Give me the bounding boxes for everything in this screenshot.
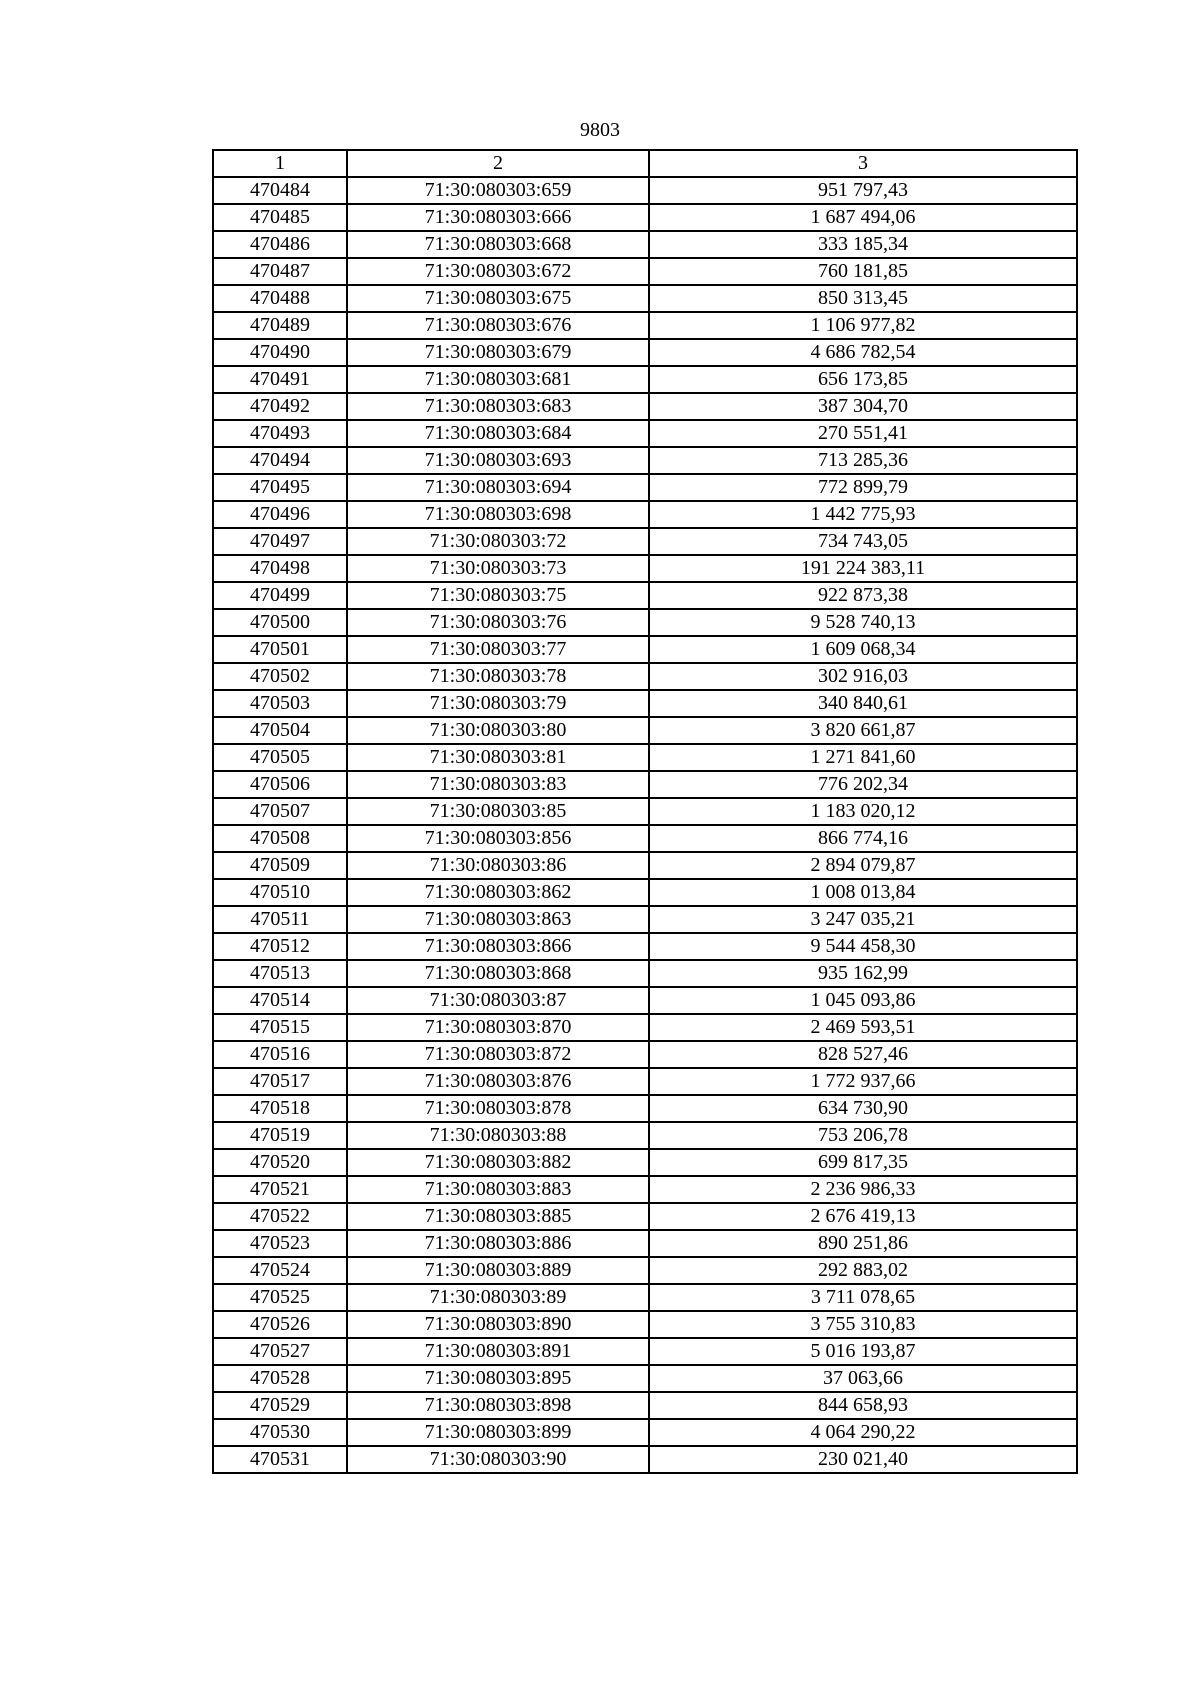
- table-row: [213, 555, 1077, 582]
- table-row: [213, 204, 1077, 231]
- table-row: [213, 312, 1077, 339]
- cadastral-number-cell: 71:30:080303:899: [347, 1419, 649, 1446]
- table-row: [213, 258, 1077, 285]
- value-cell: 37 063,66: [649, 1365, 1077, 1392]
- row-number-cell: 470506: [213, 771, 347, 798]
- row-number-cell: 470528: [213, 1365, 347, 1392]
- table-row: [213, 1203, 1077, 1230]
- value-cell: 699 817,35: [649, 1149, 1077, 1176]
- table-row: [213, 798, 1077, 825]
- value-cell: 1 442 775,93: [649, 501, 1077, 528]
- value-cell: 890 251,86: [649, 1230, 1077, 1257]
- cadastral-number-cell: 71:30:080303:672: [347, 258, 649, 285]
- cadastral-number-cell: 71:30:080303:89: [347, 1284, 649, 1311]
- row-number-cell: 470521: [213, 1176, 347, 1203]
- cadastral-number-cell: 71:30:080303:88: [347, 1122, 649, 1149]
- value-cell: 1 271 841,60: [649, 744, 1077, 771]
- row-number-cell: 470493: [213, 420, 347, 447]
- cadastral-number-cell: 71:30:080303:885: [347, 1203, 649, 1230]
- table-row: [213, 1014, 1077, 1041]
- cadastral-number-cell: 71:30:080303:863: [347, 906, 649, 933]
- value-cell: 270 551,41: [649, 420, 1077, 447]
- value-cell: 302 916,03: [649, 663, 1077, 690]
- row-number-cell: 470497: [213, 528, 347, 555]
- row-number-cell: 470524: [213, 1257, 347, 1284]
- row-number-cell: 470499: [213, 582, 347, 609]
- value-cell: 656 173,85: [649, 366, 1077, 393]
- value-cell: 1 687 494,06: [649, 204, 1077, 231]
- table-row: [213, 447, 1077, 474]
- table-row: [213, 528, 1077, 555]
- row-number-cell: 470485: [213, 204, 347, 231]
- cadastral-number-cell: 71:30:080303:73: [347, 555, 649, 582]
- table-row: [213, 1149, 1077, 1176]
- cadastral-number-cell: 71:30:080303:81: [347, 744, 649, 771]
- row-number-cell: 470515: [213, 1014, 347, 1041]
- cadastral-number-cell: 71:30:080303:90: [347, 1446, 649, 1473]
- table-row: [213, 366, 1077, 393]
- table-row: [213, 879, 1077, 906]
- table-row: [213, 1041, 1077, 1068]
- value-cell: 1 008 013,84: [649, 879, 1077, 906]
- table-row: [213, 906, 1077, 933]
- value-cell: 772 899,79: [649, 474, 1077, 501]
- table-row: [213, 1392, 1077, 1419]
- table-row: [213, 1176, 1077, 1203]
- row-number-cell: 470526: [213, 1311, 347, 1338]
- row-number-cell: 470510: [213, 879, 347, 906]
- row-number-cell: 470519: [213, 1122, 347, 1149]
- value-cell: 230 021,40: [649, 1446, 1077, 1473]
- value-cell: 734 743,05: [649, 528, 1077, 555]
- row-number-cell: 470495: [213, 474, 347, 501]
- value-cell: 2 894 079,87: [649, 852, 1077, 879]
- row-number-cell: 470498: [213, 555, 347, 582]
- value-cell: 3 711 078,65: [649, 1284, 1077, 1311]
- table-row: [213, 609, 1077, 636]
- row-number-cell: 470508: [213, 825, 347, 852]
- table-row: [213, 717, 1077, 744]
- cadastral-number-cell: 71:30:080303:883: [347, 1176, 649, 1203]
- cadastral-number-cell: 71:30:080303:72: [347, 528, 649, 555]
- value-cell: 850 313,45: [649, 285, 1077, 312]
- column-header-3: 3: [649, 150, 1077, 177]
- value-cell: 1 106 977,82: [649, 312, 1077, 339]
- value-cell: 292 883,02: [649, 1257, 1077, 1284]
- row-number-cell: 470523: [213, 1230, 347, 1257]
- table-row: [213, 960, 1077, 987]
- cadastral-number-cell: 71:30:080303:83: [347, 771, 649, 798]
- column-header-1: 1: [213, 150, 347, 177]
- table-row: [213, 1365, 1077, 1392]
- data-table: [212, 149, 1078, 1474]
- row-number-cell: 470488: [213, 285, 347, 312]
- table-row: [213, 690, 1077, 717]
- value-cell: 634 730,90: [649, 1095, 1077, 1122]
- value-cell: 3 755 310,83: [649, 1311, 1077, 1338]
- table-row: [213, 636, 1077, 663]
- table-row: [213, 1257, 1077, 1284]
- row-number-cell: 470487: [213, 258, 347, 285]
- table-row: [213, 1419, 1077, 1446]
- row-number-cell: 470490: [213, 339, 347, 366]
- cadastral-number-cell: 71:30:080303:659: [347, 177, 649, 204]
- row-number-cell: 470496: [213, 501, 347, 528]
- value-cell: 1 609 068,34: [649, 636, 1077, 663]
- row-number-cell: 470503: [213, 690, 347, 717]
- table-header-row: [213, 150, 1077, 177]
- value-cell: 1 045 093,86: [649, 987, 1077, 1014]
- row-number-cell: 470484: [213, 177, 347, 204]
- value-cell: 844 658,93: [649, 1392, 1077, 1419]
- table-row: [213, 1311, 1077, 1338]
- row-number-cell: 470520: [213, 1149, 347, 1176]
- value-cell: 935 162,99: [649, 960, 1077, 987]
- value-cell: 922 873,38: [649, 582, 1077, 609]
- table-row: [213, 1068, 1077, 1095]
- table-row: [213, 1338, 1077, 1365]
- table-row: [213, 1230, 1077, 1257]
- cadastral-number-cell: 71:30:080303:683: [347, 393, 649, 420]
- row-number-cell: 470517: [213, 1068, 347, 1095]
- table-row: [213, 1095, 1077, 1122]
- table-row: [213, 771, 1077, 798]
- cadastral-number-cell: 71:30:080303:876: [347, 1068, 649, 1095]
- table-row: [213, 825, 1077, 852]
- cadastral-number-cell: 71:30:080303:85: [347, 798, 649, 825]
- row-number-cell: 470501: [213, 636, 347, 663]
- value-cell: 4 064 290,22: [649, 1419, 1077, 1446]
- table-row: [213, 933, 1077, 960]
- row-number-cell: 470507: [213, 798, 347, 825]
- value-cell: 9 528 740,13: [649, 609, 1077, 636]
- row-number-cell: 470514: [213, 987, 347, 1014]
- value-cell: 387 304,70: [649, 393, 1077, 420]
- table-row: [213, 501, 1077, 528]
- table-row: [213, 420, 1077, 447]
- row-number-cell: 470509: [213, 852, 347, 879]
- page-number: 9803: [580, 119, 620, 141]
- table-row: [213, 744, 1077, 771]
- value-cell: 4 686 782,54: [649, 339, 1077, 366]
- row-number-cell: 470511: [213, 906, 347, 933]
- value-cell: 866 774,16: [649, 825, 1077, 852]
- row-number-cell: 470491: [213, 366, 347, 393]
- cadastral-number-cell: 71:30:080303:693: [347, 447, 649, 474]
- table-row: [213, 582, 1077, 609]
- row-number-cell: 470527: [213, 1338, 347, 1365]
- cadastral-number-cell: 71:30:080303:86: [347, 852, 649, 879]
- table-row: [213, 1446, 1077, 1473]
- row-number-cell: 470500: [213, 609, 347, 636]
- row-number-cell: 470522: [213, 1203, 347, 1230]
- cadastral-number-cell: 71:30:080303:80: [347, 717, 649, 744]
- table-row: [213, 339, 1077, 366]
- row-number-cell: 470529: [213, 1392, 347, 1419]
- cadastral-number-cell: 71:30:080303:681: [347, 366, 649, 393]
- row-number-cell: 470504: [213, 717, 347, 744]
- row-number-cell: 470505: [213, 744, 347, 771]
- table-body: [213, 177, 1077, 1473]
- cadastral-number-cell: 71:30:080303:856: [347, 825, 649, 852]
- row-number-cell: 470513: [213, 960, 347, 987]
- row-number-cell: 470489: [213, 312, 347, 339]
- cadastral-number-cell: 71:30:080303:878: [347, 1095, 649, 1122]
- cadastral-number-cell: 71:30:080303:676: [347, 312, 649, 339]
- cadastral-number-cell: 71:30:080303:79: [347, 690, 649, 717]
- cadastral-number-cell: 71:30:080303:679: [347, 339, 649, 366]
- value-cell: 1 183 020,12: [649, 798, 1077, 825]
- value-cell: 2 676 419,13: [649, 1203, 1077, 1230]
- value-cell: 333 185,34: [649, 231, 1077, 258]
- cadastral-number-cell: 71:30:080303:898: [347, 1392, 649, 1419]
- value-cell: 3 247 035,21: [649, 906, 1077, 933]
- row-number-cell: 470492: [213, 393, 347, 420]
- value-cell: 2 236 986,33: [649, 1176, 1077, 1203]
- value-cell: 713 285,36: [649, 447, 1077, 474]
- cadastral-number-cell: 71:30:080303:895: [347, 1365, 649, 1392]
- value-cell: 951 797,43: [649, 177, 1077, 204]
- cadastral-number-cell: 71:30:080303:76: [347, 609, 649, 636]
- value-cell: 760 181,85: [649, 258, 1077, 285]
- value-cell: 753 206,78: [649, 1122, 1077, 1149]
- table-row: [213, 231, 1077, 258]
- value-cell: 1 772 937,66: [649, 1068, 1077, 1095]
- table-row: [213, 393, 1077, 420]
- cadastral-number-cell: 71:30:080303:882: [347, 1149, 649, 1176]
- row-number-cell: 470530: [213, 1419, 347, 1446]
- cadastral-number-cell: 71:30:080303:868: [347, 960, 649, 987]
- row-number-cell: 470494: [213, 447, 347, 474]
- cadastral-number-cell: 71:30:080303:668: [347, 231, 649, 258]
- table-row: [213, 285, 1077, 312]
- table-row: [213, 177, 1077, 204]
- value-cell: 828 527,46: [649, 1041, 1077, 1068]
- cadastral-number-cell: 71:30:080303:87: [347, 987, 649, 1014]
- cadastral-number-cell: 71:30:080303:862: [347, 879, 649, 906]
- table-row: [213, 1122, 1077, 1149]
- cadastral-number-cell: 71:30:080303:866: [347, 933, 649, 960]
- cadastral-number-cell: 71:30:080303:872: [347, 1041, 649, 1068]
- cadastral-number-cell: 71:30:080303:886: [347, 1230, 649, 1257]
- table-row: [213, 474, 1077, 501]
- value-cell: 2 469 593,51: [649, 1014, 1077, 1041]
- cadastral-number-cell: 71:30:080303:694: [347, 474, 649, 501]
- row-number-cell: 470502: [213, 663, 347, 690]
- table-row: [213, 987, 1077, 1014]
- value-cell: 5 016 193,87: [649, 1338, 1077, 1365]
- cadastral-number-cell: 71:30:080303:75: [347, 582, 649, 609]
- row-number-cell: 470531: [213, 1446, 347, 1473]
- cadastral-number-cell: 71:30:080303:698: [347, 501, 649, 528]
- cadastral-number-cell: 71:30:080303:890: [347, 1311, 649, 1338]
- table-row: [213, 663, 1077, 690]
- cadastral-number-cell: 71:30:080303:77: [347, 636, 649, 663]
- cadastral-number-cell: 71:30:080303:891: [347, 1338, 649, 1365]
- row-number-cell: 470518: [213, 1095, 347, 1122]
- column-header-2: 2: [347, 150, 649, 177]
- row-number-cell: 470512: [213, 933, 347, 960]
- value-cell: 340 840,61: [649, 690, 1077, 717]
- row-number-cell: 470516: [213, 1041, 347, 1068]
- table-row: [213, 1284, 1077, 1311]
- cadastral-number-cell: 71:30:080303:675: [347, 285, 649, 312]
- cadastral-number-cell: 71:30:080303:78: [347, 663, 649, 690]
- table-row: [213, 852, 1077, 879]
- value-cell: 3 820 661,87: [649, 717, 1077, 744]
- row-number-cell: 470486: [213, 231, 347, 258]
- value-cell: 191 224 383,11: [649, 555, 1077, 582]
- cadastral-number-cell: 71:30:080303:666: [347, 204, 649, 231]
- row-number-cell: 470525: [213, 1284, 347, 1311]
- value-cell: 9 544 458,30: [649, 933, 1077, 960]
- cadastral-number-cell: 71:30:080303:870: [347, 1014, 649, 1041]
- cadastral-number-cell: 71:30:080303:889: [347, 1257, 649, 1284]
- value-cell: 776 202,34: [649, 771, 1077, 798]
- cadastral-number-cell: 71:30:080303:684: [347, 420, 649, 447]
